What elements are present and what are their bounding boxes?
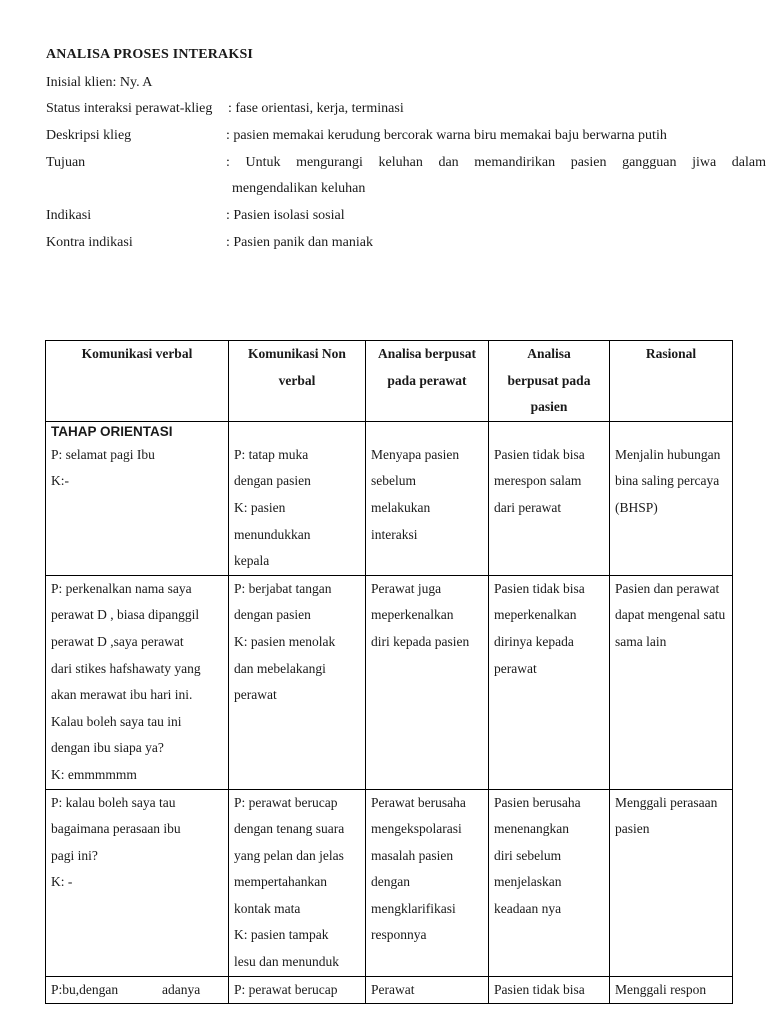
cell-line: Pasien tidak bisa: [494, 580, 585, 596]
cell-komunikasi-verbal: [46, 421, 229, 575]
cell-analisa-perawat: [366, 421, 489, 575]
cell-line: P: berjabat tangan: [234, 580, 332, 596]
info-value: : Untuk mengurangi keluhan dan memandirikan pasien gangguan jiwa dalam: [226, 155, 766, 170]
header-line: Rasional: [645, 346, 697, 361]
cell-line: Menggali respon: [615, 981, 707, 997]
cell-line: masalah pasien: [371, 847, 454, 863]
cell-line: kepala: [234, 553, 270, 569]
cell-line: Pasien tidak bisa: [494, 981, 585, 997]
cell-line: P: selamat pagi Ibu: [51, 446, 155, 462]
cell-line: Pasien dan perawat: [615, 580, 720, 596]
cell-line: melakukan: [371, 499, 431, 515]
cell-line: yang pelan dan jelas: [234, 847, 344, 863]
cell-analisa-perawat: [366, 976, 489, 1004]
cell-line: K: emmmmmm: [51, 766, 137, 782]
cell-analisa-pasien: [489, 976, 610, 1004]
cell-line: menundukkan: [234, 526, 311, 542]
cell-line: perawat D , biasa dipanggil: [51, 607, 200, 623]
cell-line: K: pasien menolak: [234, 633, 336, 649]
info-value: : Pasien panik dan maniak: [226, 235, 373, 250]
table-row: [46, 789, 733, 976]
cell-line: keadaan nya: [494, 900, 562, 916]
cell-rasional: [610, 976, 733, 1004]
cell-komunikasi-non-verbal: [229, 421, 366, 575]
header-line: Komunikasi verbal: [81, 346, 193, 361]
cell-rasional: [610, 421, 733, 575]
header-komunikasi-verbal: [46, 341, 229, 422]
cell-line: P: kalau boleh saya tau: [51, 794, 176, 810]
header-analisa-perawat: [366, 341, 489, 422]
cell-line: sebelum: [371, 473, 416, 489]
cell-line: akan merawat ibu hari ini.: [51, 687, 193, 703]
cell-line: (BHSP): [615, 499, 658, 515]
cell-line: dengan ibu siapa ya?: [51, 740, 164, 756]
cell-line: perawat: [234, 687, 277, 703]
cell-line: Menjalin hubungan: [615, 446, 721, 462]
cell-komunikasi-verbal: [46, 976, 229, 1004]
cell-line: sama lain: [615, 633, 667, 649]
cell-line: mengklarifikasi: [371, 900, 456, 916]
info-value-continued: mengendalikan keluhan: [232, 181, 366, 196]
cell-line: Perawat berusaha: [371, 794, 466, 810]
cell-line: Menyapa pasien: [371, 446, 460, 462]
header-line: verbal: [278, 372, 316, 388]
cell-line: Perawat juga: [371, 580, 442, 596]
info-label: Inisial klien: Ny. A: [46, 75, 153, 90]
cell-line: dengan: [371, 874, 410, 890]
cell-line: dengan tenang suara: [234, 821, 345, 837]
cell-line: Pasien berusaha: [494, 794, 581, 810]
cell-line: P: tatap muka: [234, 446, 309, 462]
cell-line: diri sebelum: [494, 847, 562, 863]
info-value: : Pasien isolasi sosial: [226, 208, 345, 223]
cell-line: merespon salam: [494, 473, 582, 489]
cell-line: diri kepada pasien: [371, 633, 470, 649]
info-label: Status interaksi perawat-klieg: [46, 101, 213, 116]
cell-line: menenangkan: [494, 821, 569, 837]
header-line: Analisa: [527, 346, 571, 361]
cell-komunikasi-non-verbal: [229, 789, 366, 976]
cell-line: responnya: [371, 927, 427, 943]
cell-analisa-pasien: [489, 789, 610, 976]
cell-line: lesu dan menunduk: [234, 954, 339, 970]
cell-line: dapat mengenal satu: [615, 607, 726, 623]
info-label: Indikasi: [46, 208, 92, 223]
cell-line: bagaimana perasaan ibu: [51, 821, 181, 837]
info-value: : pasien memakai kerudung bercorak warna biru memakai baju berwarna putih: [226, 128, 667, 143]
cell-line: P: perkenalkan nama saya: [51, 580, 192, 596]
cell-line: pasien: [615, 821, 650, 837]
table-row: [46, 421, 733, 575]
info-label: Kontra indikasi: [46, 235, 133, 250]
header-komunikasi-non-verbal: [229, 341, 366, 422]
header-line: pada perawat: [387, 372, 467, 388]
cell-line: K: pasien tampak: [234, 927, 329, 943]
cell-line: perawat: [494, 660, 537, 676]
cell-line: dari stikes hafshawaty yang: [51, 660, 201, 676]
cell-analisa-perawat: [366, 575, 489, 789]
cell-komunikasi-non-verbal: [229, 575, 366, 789]
cell-line: pagi ini?: [51, 847, 98, 863]
cell-line: dengan pasien: [234, 607, 311, 623]
cell-line: Kalau boleh saya tau ini: [51, 713, 182, 729]
cell-analisa-perawat: [366, 789, 489, 976]
cell-line: mempertahankan: [234, 874, 327, 890]
cell-line: meperkenalkan: [371, 607, 454, 623]
cell-line: K:-: [51, 473, 69, 489]
cell-line: dan mebelakangi: [234, 660, 326, 676]
header-line: Komunikasi Non: [248, 346, 346, 361]
interaction-analysis-table: [45, 340, 733, 1004]
cell-line: meperkenalkan: [494, 607, 577, 623]
table-row: [46, 976, 733, 1004]
cell-line: K: pasien: [234, 499, 286, 515]
cell-line: mengekspolarasi: [371, 821, 462, 837]
cell-rasional: [610, 575, 733, 789]
header-line: berpusat pada: [507, 372, 591, 388]
cell-line: dengan pasien: [234, 473, 311, 489]
cell-line: Perawat: [371, 981, 415, 997]
cell-line: perawat D ,saya perawat: [51, 633, 184, 649]
info-value: : fase orientasi, kerja, terminasi: [228, 101, 404, 116]
cell-line: P: perawat berucap: [234, 794, 338, 810]
cell-line: menjelaskan: [494, 874, 562, 890]
header-rasional: [610, 341, 733, 422]
cell-line: dari perawat: [494, 499, 562, 515]
stage-label: TAHAP ORIENTASI: [51, 423, 173, 439]
cell-analisa-pasien: [489, 575, 610, 789]
cell-line: Pasien tidak bisa: [494, 446, 585, 462]
header-line: Analisa berpusat: [378, 346, 476, 361]
cell-line: kontak mata: [234, 900, 301, 916]
cell-line: P: perawat berucap: [234, 981, 338, 997]
info-label: Tujuan: [46, 155, 86, 170]
cell-rasional: [610, 789, 733, 976]
cell-komunikasi-verbal: [46, 575, 229, 789]
document-title: ANALISA PROSES INTERAKSI: [46, 47, 254, 62]
cell-line: K: -: [51, 874, 73, 890]
header-analisa-pasien: [489, 341, 610, 422]
cell-komunikasi-verbal: [46, 789, 229, 976]
cell-analisa-pasien: [489, 421, 610, 575]
info-label: Deskripsi klieg: [46, 128, 132, 143]
cell-line: P:bu,dengan adanya: [51, 981, 201, 997]
cell-line: bina saling percaya: [615, 473, 720, 489]
cell-komunikasi-non-verbal: [229, 976, 366, 1004]
header-line: pasien: [530, 399, 568, 415]
table-header-row: [46, 341, 733, 422]
table-row: [46, 575, 733, 789]
cell-line: interaksi: [371, 526, 418, 542]
cell-line: dirinya kepada: [494, 633, 574, 649]
cell-line: Menggali perasaan: [615, 794, 718, 810]
